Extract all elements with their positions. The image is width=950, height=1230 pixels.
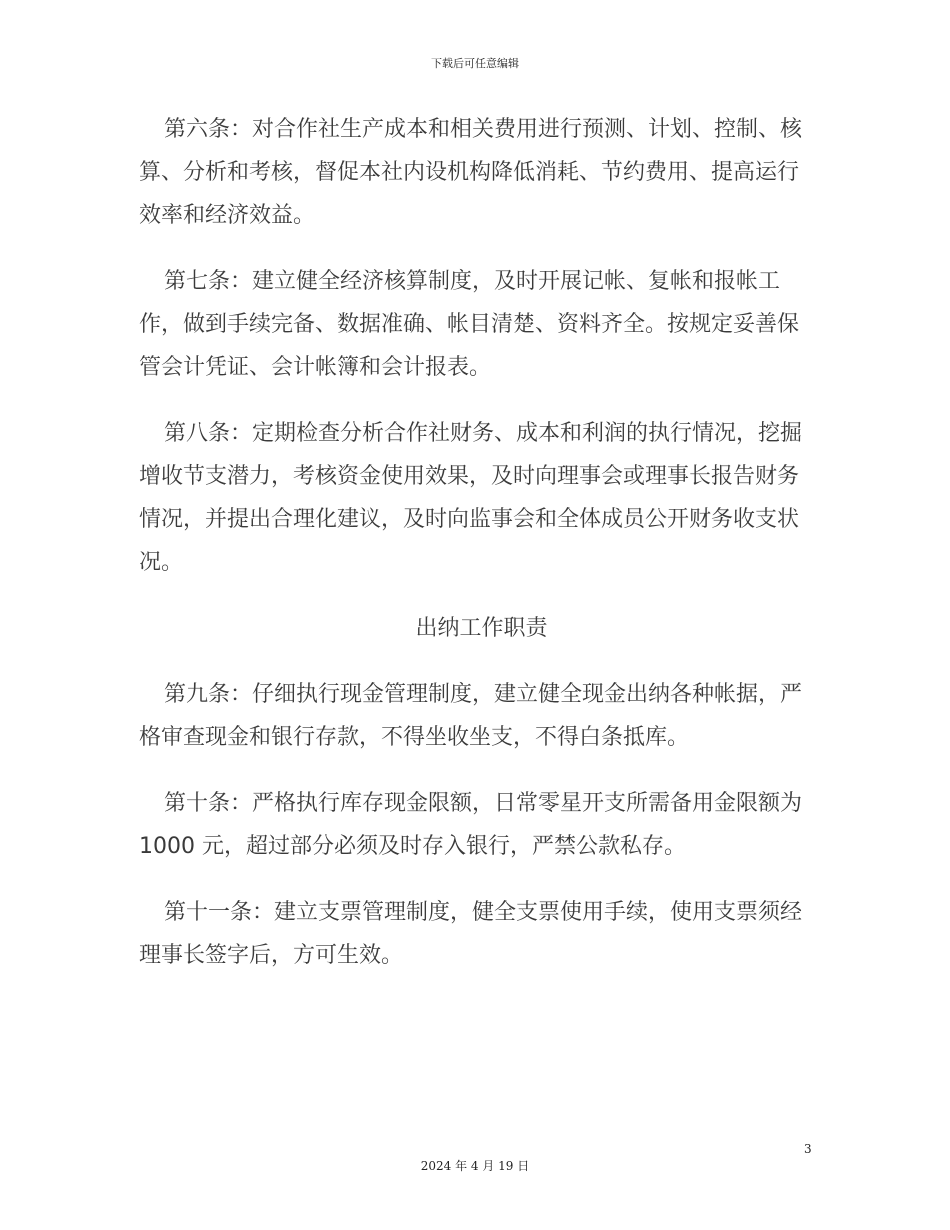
page-number: 3 bbox=[804, 1142, 812, 1156]
footer-date: 2024 年 4 月 19 日 bbox=[420, 1159, 530, 1173]
page-header: 下载后可任意编辑 bbox=[431, 57, 519, 70]
article-6-paragraph: 第六条：对合作社生产成本和相关费用进行预测、计划、控制、核算、分析和考核，督促本社内设机构降低消耗、节约费用、提高运行效率和经济效益。 bbox=[139, 117, 803, 228]
article-11-paragraph: 第十一条：建立支票管理制度，健全支票使用手续，使用支票须经理事长签字后，方可生效。 bbox=[139, 900, 803, 968]
article-9-paragraph: 第九条：仔细执行现金管理制度，建立健全现金出纳各种帐据，严格审查现金和银行存款，不得坐收坐支，不得白条抵库。 bbox=[139, 682, 803, 750]
document-body bbox=[139, 108, 804, 1000]
article-8-paragraph: 第八条：定期检查分析合作社财务、成本和利润的执行情况，挖掘增收节支潜力，考核资金使用效果，及时向理事会或理事长报告财务情况，并提出合理化建议，及时向监事会和全体成员公开财务收支状况。 bbox=[139, 421, 803, 575]
article-10-paragraph: 第十条：严格执行库存现金限额，日常零星开支所需备用金限额为 1000 元，超过部分必须及时存入银行，严禁公款私存。 bbox=[139, 791, 803, 859]
article-7-paragraph: 第七条：建立健全经济核算制度，及时开展记帐、复帐和报帐工作，做到手续完备、数据准确、帐目清楚、资料齐全。按规定妥善保管会计凭证、会计帐簿和会计报表。 bbox=[139, 269, 800, 380]
section-heading: 出纳工作职责 bbox=[415, 616, 548, 641]
